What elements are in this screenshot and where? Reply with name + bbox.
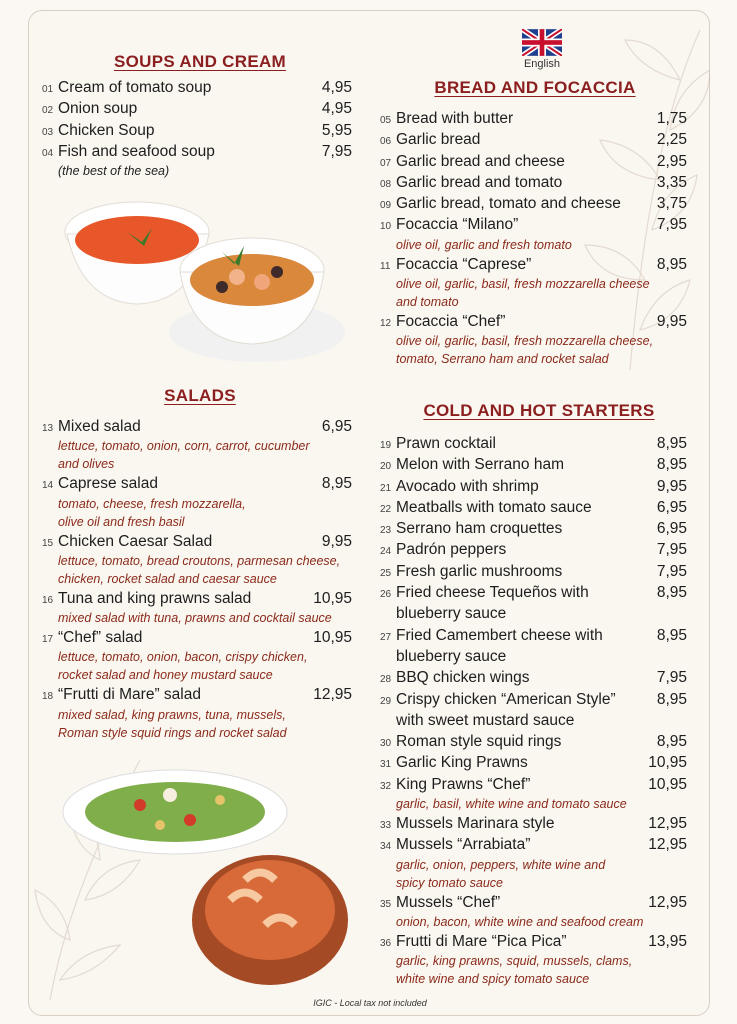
menu-item <box>380 813 687 834</box>
item-description: garlic, king prawns, squid, mussels, clams, <box>396 954 633 969</box>
item-price: 2,95 <box>656 152 687 170</box>
menu-item <box>42 98 352 119</box>
menu-item <box>380 731 687 752</box>
item-price: 8,95 <box>656 733 687 751</box>
section-title-salads: SALADS <box>164 386 236 405</box>
menu-item <box>380 667 687 688</box>
item-number: 17 <box>42 634 54 646</box>
menu-item <box>380 172 687 193</box>
item-number: 33 <box>380 820 392 832</box>
item-price: 8,95 <box>321 475 352 493</box>
item-name-continued: with sweet mustard sauce <box>396 711 575 729</box>
item-price: 6,95 <box>656 498 687 516</box>
soups-list <box>42 77 352 180</box>
item-number: 20 <box>380 461 392 473</box>
menu-item <box>380 774 687 795</box>
item-price: 4,95 <box>321 79 352 96</box>
item-description: onion, bacon, white wine and seafood cream <box>396 914 644 929</box>
item-description: tomato, cheese, fresh mozzarella, <box>58 496 246 511</box>
item-number: 16 <box>42 594 54 606</box>
item-description: rocket salad and honey mustard sauce <box>58 668 273 683</box>
item-price: 12,95 <box>313 686 352 704</box>
item-price: 7,95 <box>656 541 687 559</box>
item-price: 13,95 <box>648 932 687 950</box>
item-price: 8,95 <box>656 435 687 452</box>
menu-item <box>380 254 687 275</box>
salads-list <box>42 416 352 742</box>
item-name: Garlic King Prawns <box>396 754 528 772</box>
item-name: Garlic bread <box>396 131 481 149</box>
item-price: 3,35 <box>656 173 687 191</box>
item-name: Caprese salad <box>58 475 158 493</box>
item-number: 06 <box>380 136 392 148</box>
item-name: Fried Camembert cheese with <box>396 626 603 644</box>
section-title-starters: COLD AND HOT STARTERS <box>423 401 655 420</box>
menu-item <box>380 311 687 332</box>
menu-item <box>42 141 352 162</box>
menu-item <box>380 561 687 582</box>
item-price: 1,75 <box>656 110 687 127</box>
item-number: 29 <box>380 695 392 707</box>
menu-item <box>380 454 687 475</box>
item-name: Focaccia “Chef” <box>396 313 506 331</box>
item-description: Roman style squid rings and rocket salad <box>58 725 287 740</box>
menu-item <box>42 588 352 609</box>
item-number: 23 <box>380 525 392 537</box>
item-number: 24 <box>380 546 392 558</box>
menu-item <box>380 476 687 497</box>
item-number: 08 <box>380 178 392 190</box>
item-price: 9,95 <box>321 532 352 550</box>
item-number: 30 <box>380 738 392 750</box>
item-number: 36 <box>380 937 392 949</box>
item-number: 14 <box>42 480 54 492</box>
salad-and-prawns-image <box>60 760 350 992</box>
section-title-soups: SOUPS AND CREAM <box>114 52 286 71</box>
item-price: 7,95 <box>321 142 352 160</box>
item-name-continued: blueberry sauce <box>396 605 507 623</box>
item-name: Frutti di Mare “Pica Pica” <box>396 932 567 950</box>
item-description: (the best of the sea) <box>58 164 170 179</box>
item-price: 4,95 <box>321 100 352 118</box>
item-name: Serrano ham croquettes <box>396 520 563 538</box>
item-name: Bread with butter <box>396 110 514 127</box>
language-label[interactable]: English <box>523 58 561 70</box>
item-price: 12,95 <box>648 836 687 854</box>
item-name: Onion soup <box>58 100 138 118</box>
menu-item <box>380 892 687 913</box>
menu-item <box>42 120 352 141</box>
menu-item <box>380 689 687 710</box>
item-price: 10,95 <box>648 775 687 793</box>
item-number: 09 <box>380 200 392 212</box>
item-number: 25 <box>380 567 392 579</box>
item-description: olive oil and fresh basil <box>58 514 185 529</box>
item-price: 6,95 <box>656 520 687 538</box>
item-number: 35 <box>380 898 392 910</box>
uk-flag-icon[interactable] <box>522 29 562 56</box>
item-description: tomato, Serrano ham and rocket salad <box>396 352 609 367</box>
item-number: 19 <box>380 440 392 451</box>
item-description: lettuce, tomato, onion, corn, carrot, cucumber <box>58 439 310 454</box>
item-number: 03 <box>42 126 54 138</box>
item-description: garlic, basil, white wine and tomato sauce <box>396 797 627 812</box>
bread-list <box>380 108 687 368</box>
soup-bowls-image <box>62 192 347 370</box>
item-price: 8,95 <box>656 584 687 602</box>
item-price: 8,95 <box>656 456 687 474</box>
item-price: 7,95 <box>656 216 687 234</box>
item-number: 10 <box>380 221 392 233</box>
item-name: Fish and seafood soup <box>58 142 215 160</box>
menu-item <box>42 627 352 648</box>
item-price: 9,95 <box>656 313 687 331</box>
item-name: “Frutti di Mare” salad <box>58 686 201 704</box>
item-name: Mixed salad <box>58 418 141 435</box>
menu-item <box>42 416 352 437</box>
item-name: Avocado with shrimp <box>396 477 539 495</box>
item-description: lettuce, tomato, bread croutons, parmesan cheese, <box>58 553 341 568</box>
item-number: 28 <box>380 674 392 686</box>
menu-item <box>380 214 687 235</box>
item-name: King Prawns “Chef” <box>396 775 531 793</box>
item-name: BBQ chicken wings <box>396 669 530 687</box>
menu-item <box>380 834 687 855</box>
item-number: 34 <box>380 841 392 853</box>
item-name: Melon with Serrano ham <box>396 456 564 474</box>
item-name: Fresh garlic mushrooms <box>396 562 563 580</box>
item-number: 05 <box>380 115 392 126</box>
tax-footnote: IGIC - Local tax not included <box>313 998 427 1008</box>
item-price: 3,75 <box>656 195 687 213</box>
menu-item <box>380 625 687 646</box>
menu-item <box>380 931 687 952</box>
item-name: Chicken Caesar Salad <box>58 532 213 550</box>
item-number: 12 <box>380 318 392 330</box>
item-name: Mussels Marinara style <box>396 815 555 833</box>
item-name-continued: blueberry sauce <box>396 647 507 665</box>
item-number: 11 <box>380 260 391 272</box>
item-number: 04 <box>42 147 54 159</box>
item-price: 2,25 <box>656 131 687 149</box>
item-price: 10,95 <box>313 629 352 647</box>
menu-item <box>380 539 687 560</box>
menu-item <box>380 193 687 214</box>
item-name: Chicken Soup <box>58 121 155 139</box>
item-name: Padrón peppers <box>396 541 507 559</box>
item-name: Garlic bread and tomato <box>396 173 563 191</box>
item-price: 9,95 <box>656 477 687 495</box>
item-number: 27 <box>380 631 392 643</box>
item-description: olive oil, garlic, basil, fresh mozzarella cheese, <box>396 334 654 349</box>
item-description: and tomato <box>396 295 459 310</box>
starters-list <box>380 433 687 988</box>
menu-item <box>380 582 687 603</box>
menu-item <box>42 473 352 494</box>
item-price: 5,95 <box>321 121 352 139</box>
menu-item <box>380 433 687 454</box>
menu-item <box>42 684 352 705</box>
item-number: 21 <box>380 482 392 494</box>
item-description: chicken, rocket salad and caesar sauce <box>58 571 277 586</box>
item-description: and olives <box>58 457 115 472</box>
item-name: Focaccia “Milano” <box>396 216 519 234</box>
item-name: Garlic bread, tomato and cheese <box>396 195 621 213</box>
menu-item <box>380 518 687 539</box>
item-description: olive oil, garlic and fresh tomato <box>396 237 572 252</box>
item-name: Tuna and king prawns salad <box>58 589 252 607</box>
menu-item <box>42 77 352 98</box>
item-description: spicy tomato sauce <box>396 875 503 890</box>
item-number: 32 <box>380 780 392 792</box>
item-price: 10,95 <box>648 754 687 772</box>
item-name: Garlic bread and cheese <box>396 152 565 170</box>
section-title-bread: BREAD AND FOCACCIA <box>434 78 636 97</box>
item-number: 02 <box>42 105 54 117</box>
menu-item <box>380 108 687 129</box>
item-price: 7,95 <box>656 562 687 580</box>
item-name: Meatballs with tomato sauce <box>396 498 592 516</box>
item-price: 10,95 <box>313 589 352 607</box>
item-description: mixed salad, king prawns, tuna, mussels, <box>58 707 286 722</box>
item-number: 01 <box>42 84 54 95</box>
item-number: 22 <box>380 503 392 515</box>
item-name: Cream of tomato soup <box>58 79 212 96</box>
item-number: 13 <box>42 423 54 434</box>
item-number: 18 <box>42 691 54 703</box>
item-name: Mussels “Chef” <box>396 893 501 911</box>
item-name: Mussels “Arrabiata” <box>396 836 531 854</box>
item-name: “Chef” salad <box>58 629 143 647</box>
item-number: 15 <box>42 537 54 549</box>
item-description: mixed salad with tuna, prawns and cocktail sauce <box>58 611 332 626</box>
item-description: garlic, onion, peppers, white wine and <box>396 857 606 872</box>
menu-item <box>380 151 687 172</box>
menu-item <box>380 129 687 150</box>
item-price: 7,95 <box>656 669 687 687</box>
item-name: Prawn cocktail <box>396 435 496 452</box>
item-price: 8,95 <box>656 690 687 708</box>
menu-item <box>380 497 687 518</box>
item-number: 26 <box>380 589 392 601</box>
item-number: 31 <box>380 759 392 771</box>
menu-item <box>42 531 352 552</box>
menu-item <box>380 752 687 773</box>
item-price: 6,95 <box>321 418 352 435</box>
item-description: olive oil, garlic, basil, fresh mozzarella cheese <box>396 277 650 292</box>
item-name: Focaccia “Caprese” <box>396 255 532 273</box>
item-description: lettuce, tomato, onion, bacon, crispy chicken, <box>58 650 308 665</box>
item-price: 12,95 <box>648 893 687 911</box>
item-name: Roman style squid rings <box>396 733 562 751</box>
item-name: Fried cheese Tequeños with <box>396 584 589 602</box>
item-description: white wine and spicy tomato sauce <box>396 972 590 987</box>
item-price: 8,95 <box>656 626 687 644</box>
item-number: 07 <box>380 157 392 169</box>
item-price: 8,95 <box>656 255 687 273</box>
item-name: Crispy chicken “American Style” <box>396 690 616 708</box>
item-price: 12,95 <box>648 815 687 833</box>
